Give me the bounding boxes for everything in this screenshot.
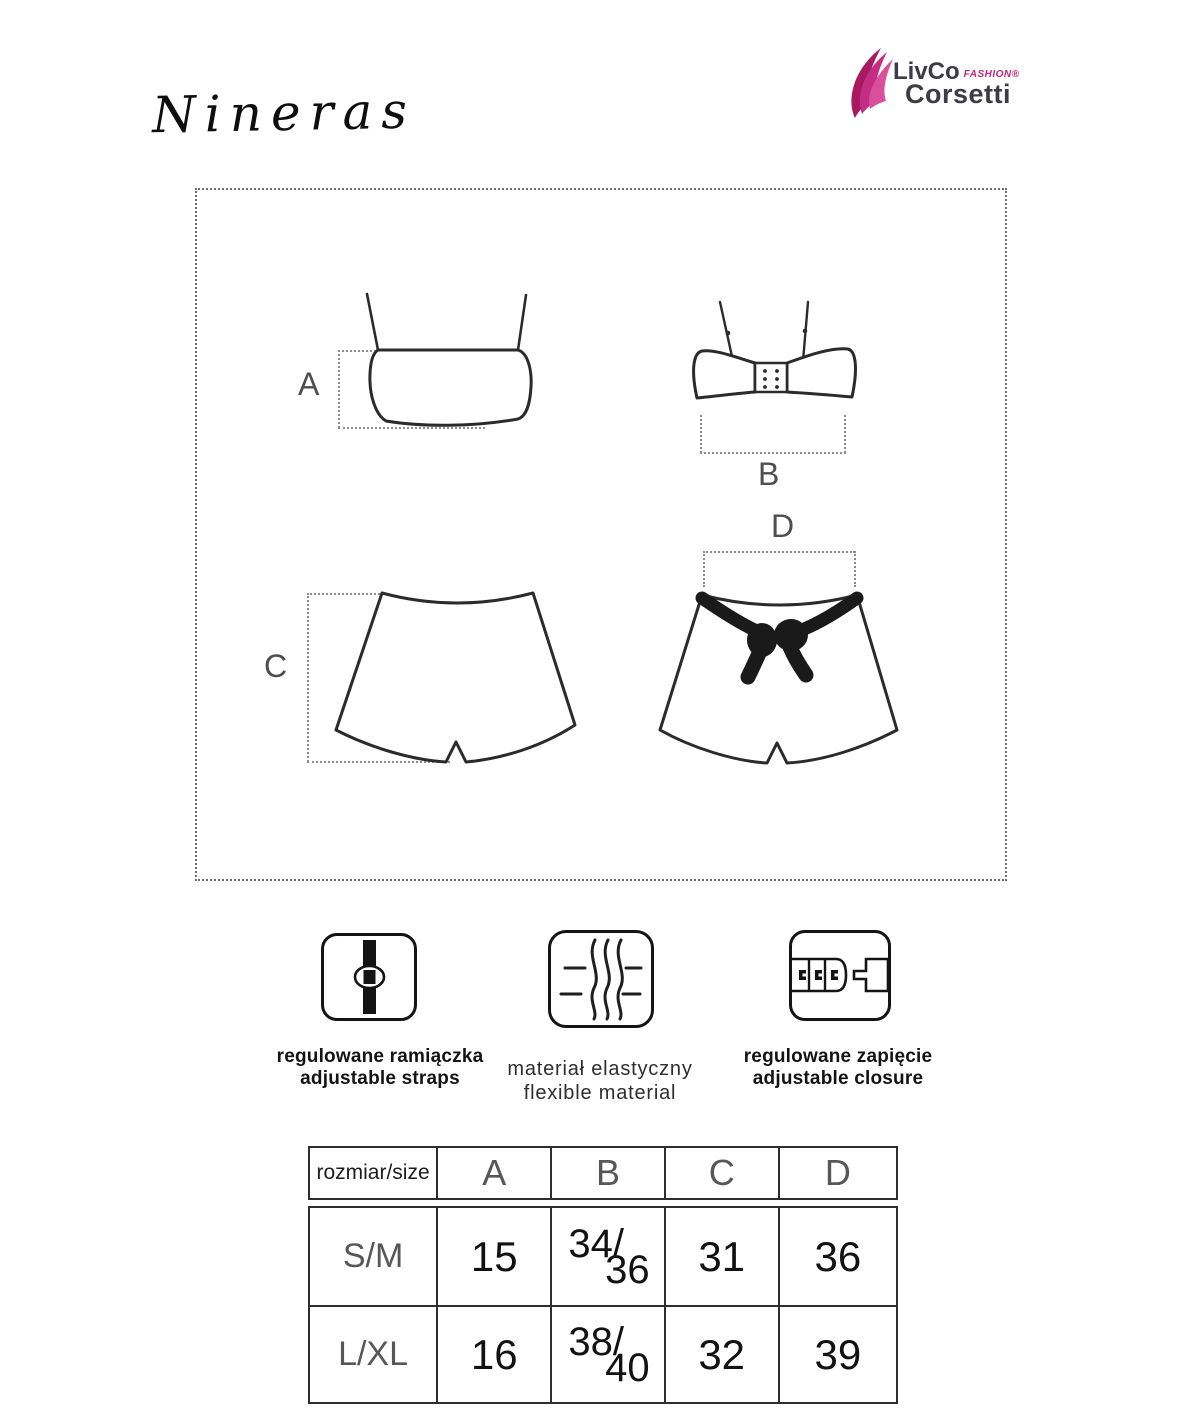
measure-d-bracket-top bbox=[703, 551, 855, 553]
header-rozmiar-size: rozmiar/size bbox=[310, 1148, 438, 1198]
row-sm-d: 36 bbox=[814, 1232, 862, 1280]
feature-caption-closure-pl: regulowane zapięcie bbox=[743, 1046, 933, 1067]
row-sm-b bbox=[552, 1208, 665, 1305]
row-sm-a: 15 bbox=[438, 1208, 552, 1305]
measure-d-bracket-left bbox=[703, 551, 705, 587]
feature-caption-closure bbox=[726, 1046, 950, 1091]
measure-label-b: B bbox=[758, 456, 781, 492]
top-front-drawing bbox=[330, 280, 545, 432]
shorts-front-drawing bbox=[325, 585, 585, 777]
row-lxl-b-top: 38/ bbox=[568, 1320, 624, 1365]
header-b: B bbox=[552, 1148, 665, 1198]
shorts-back-drawing bbox=[650, 585, 910, 777]
diagram-frame bbox=[195, 188, 1007, 881]
row-lxl-b bbox=[552, 1307, 665, 1402]
measure-label-a: A bbox=[298, 366, 321, 402]
feature-caption-straps-pl: regulowane ramiączka bbox=[276, 1046, 484, 1067]
row-lxl-a: 16 bbox=[438, 1307, 552, 1402]
flexible-material-icon bbox=[548, 930, 654, 1028]
row-sm-label: S/M bbox=[310, 1208, 438, 1305]
row-lxl-label: L/XL bbox=[310, 1307, 438, 1402]
feature-caption-material-pl: materiał elastyczny bbox=[507, 1058, 693, 1080]
measure-b-bracket-left bbox=[700, 415, 702, 453]
brand-fashion: FASHION® bbox=[963, 69, 1020, 80]
feature-caption-closure-en: adjustable closure bbox=[752, 1068, 924, 1090]
header-d: D bbox=[824, 1152, 851, 1193]
size-table-body bbox=[308, 1206, 898, 1404]
adjustable-straps-icon bbox=[321, 933, 417, 1021]
brand-livco: LivCo bbox=[893, 58, 960, 85]
product-title: Nineras bbox=[151, 81, 417, 145]
top-back-drawing bbox=[680, 295, 870, 407]
header-a: A bbox=[438, 1148, 552, 1198]
measure-label-d: D bbox=[771, 508, 796, 544]
row-lxl-b-bottom: 40 bbox=[605, 1346, 650, 1391]
header-c: C bbox=[666, 1148, 780, 1198]
brand-logo bbox=[845, 42, 1025, 122]
size-table-header bbox=[308, 1146, 898, 1200]
feature-caption-straps bbox=[262, 1046, 498, 1091]
measure-b-bracket-right bbox=[844, 415, 846, 453]
measure-label-c: C bbox=[264, 648, 289, 684]
measure-b-bracket-bottom bbox=[700, 452, 846, 454]
feature-caption-material bbox=[492, 1058, 708, 1105]
row-lxl-c: 32 bbox=[666, 1307, 780, 1402]
measure-d-bracket-right bbox=[854, 551, 856, 587]
row-sm-c: 31 bbox=[666, 1208, 780, 1305]
feature-caption-straps-en: adjustable straps bbox=[300, 1068, 460, 1090]
feature-caption-material-en: flexible material bbox=[523, 1081, 677, 1104]
row-sm-b-bottom: 36 bbox=[605, 1248, 650, 1293]
measure-c-bracket-left bbox=[307, 593, 309, 762]
row-lxl-d: 39 bbox=[814, 1330, 862, 1378]
table-row-lxl bbox=[310, 1305, 896, 1402]
row-sm-b-top: 34/ bbox=[568, 1222, 624, 1267]
table-row-sm bbox=[310, 1208, 896, 1305]
size-table bbox=[308, 1146, 898, 1404]
brand-name-bottom: Corsetti bbox=[905, 79, 1012, 109]
adjustable-closure-icon bbox=[789, 930, 891, 1021]
